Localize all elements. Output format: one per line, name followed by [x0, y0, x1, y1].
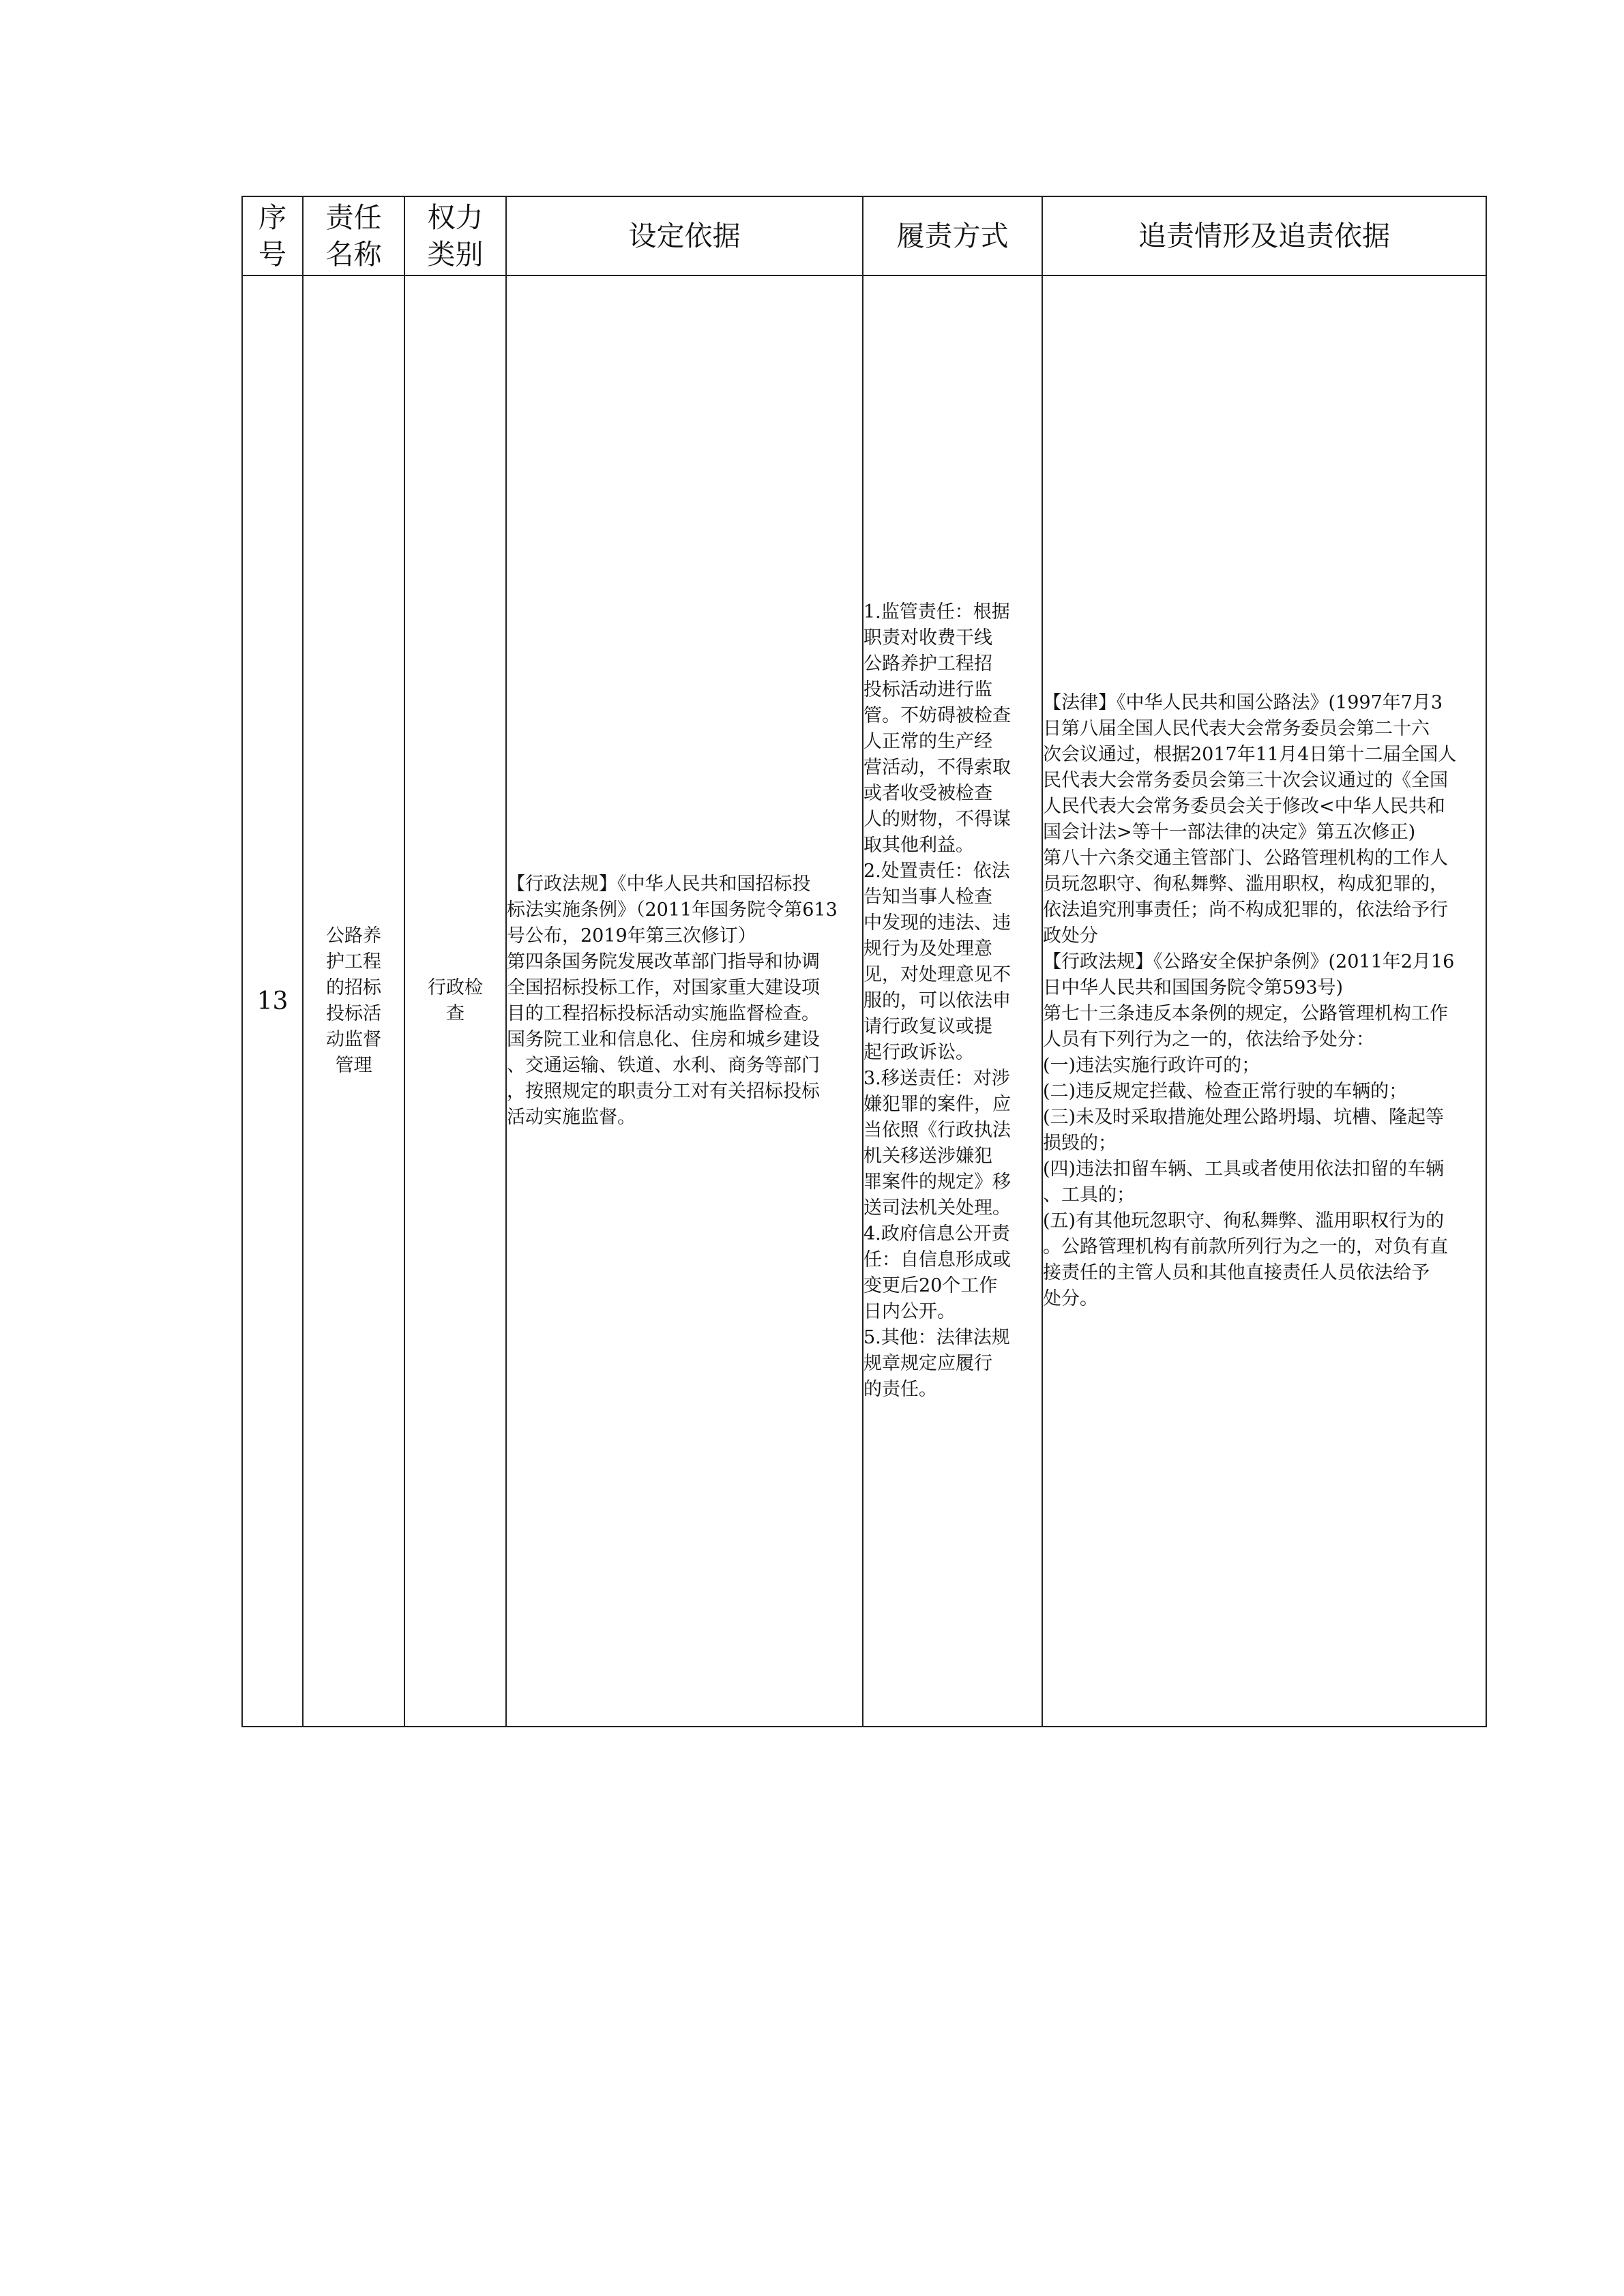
row-name: 公路养 护工程 的招标 投标活 动监督 管理 — [303, 275, 404, 1727]
header-seq: 序 号 — [242, 196, 303, 275]
row-seq: 13 — [242, 275, 303, 1727]
header-method: 履责方式 — [863, 196, 1042, 275]
header-type: 权力 类别 — [404, 196, 506, 275]
row-method: 1.监管责任：根据 职责对收费干线 公路养护工程招 投标活动进行监 管。不妨碍被检查 人正常的生产经 营活动，不得索取 或者收受被检查 人的财物，不得谋 取其他利益。 2.处置责任：依法 告知当事人检查 中发现的违法、违 规行为及处理意 见，对处理意见不 服的，可以依法申 请行政复议或提 起行政诉讼。 3.移送责任：对涉 嫌犯罪的案件，应 当依照《行政执法 机关移送涉嫌犯 罪案件的规定》移 送司法机关处理。 4.政府信息公开责 任：自信息形成或 变更后20个工作 日内公开。 5.其他：法律法规 规章规定应履行 的责任。 — [863, 275, 1042, 1727]
header-basis: 设定依据 — [506, 196, 863, 275]
table-row — [242, 275, 1486, 1727]
row-liability: 【法律】《中华人民共和国公路法》(1997年7月3 日第八届全国人民代表大会常务委员会第二十六 次会议通过，根据2017年11月4日第十二届全国人 民代表大会常务委员会第三十次会议通过的《全国 人民代表大会常务委员会关于修改<中华人民共和 国会计法>等十一部法律的决定》第五次修正) 第八十六条交通主管部门、公路管理机构的工作人 员玩忽职守、徇私舞弊、滥用职权，构成犯罪的， 依法追究刑事责任；尚不构成犯罪的，依法给予行 政处分 【行政法规】《公路安全保护条例》(2011年2月16 日中华人民共和国国务院令第593号) 第七十三条违反本条例的规定，公路管理机构工作 人员有下列行为之一的，依法给予处分： (一)违法实施行政许可的； (二)违反规定拦截、检查正常行驶的车辆的； (三)未及时采取措施处理公路坍塌、坑槽、隆起等 损毁的； (四)违法扣留车辆、工具或者使用依法扣留的车辆 、工具的； (五)有其他玩忽职守、徇私舞弊、滥用职权行为的 。公路管理机构有前款所列行为之一的，对负有直 接责任的主管人员和其他直接责任人员依法给予 处分。 — [1042, 275, 1486, 1727]
header-liability: 追责情形及追责依据 — [1042, 196, 1486, 275]
header-name: 责任 名称 — [303, 196, 404, 275]
row-type: 行政检 查 — [404, 275, 506, 1727]
responsibility-table — [241, 196, 1487, 1727]
row-basis: 【行政法规】《中华人民共和国招标投 标法实施条例》（2011年国务院令第613 号公布，2019年第三次修订） 第四条国务院发展改革部门指导和协调 全国招标投标工作，对国家重大建设项 目的工程招标投标活动实施监督检查。 国务院工业和信息化、住房和城乡建设 、交通运输、铁道、水利、商务等部门 ，按照规定的职责分工对有关招标投标 活动实施监督。 — [506, 275, 863, 1727]
header-row — [242, 196, 1486, 275]
